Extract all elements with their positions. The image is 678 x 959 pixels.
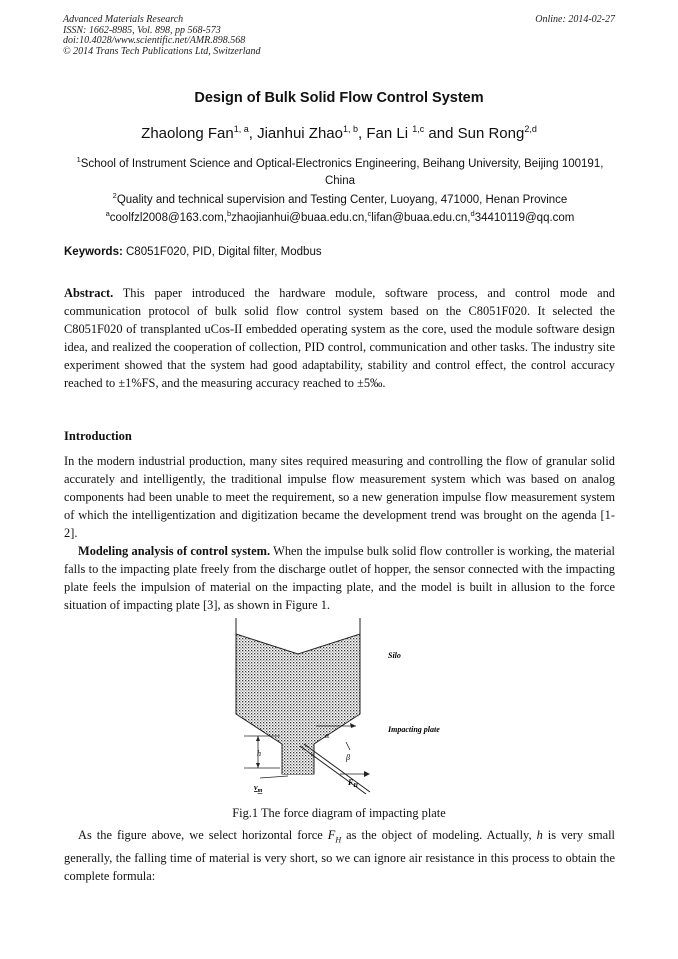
modeling-label: Modeling analysis of control system. xyxy=(78,544,271,558)
silo-body xyxy=(236,634,360,774)
vm-line xyxy=(260,776,288,778)
journal-header xyxy=(63,15,615,57)
h-arrow-up xyxy=(256,736,260,741)
email-sup: d xyxy=(470,209,475,218)
force-diagram xyxy=(230,614,470,804)
affiliation-1 xyxy=(70,151,610,191)
author-separator: , xyxy=(248,125,258,142)
journal-name: Advanced Materials Research xyxy=(63,14,184,25)
author-list xyxy=(0,124,678,142)
journal-doi: doi:10.4028/www.scientific.net/AMR.898.568 xyxy=(63,35,246,46)
author-sup: 1, a xyxy=(233,124,249,134)
author-sup: 1,c xyxy=(412,124,425,134)
silo-label: Silo xyxy=(388,651,401,660)
affiliation-sup: 1 xyxy=(76,155,81,164)
abstract-label: Abstract. xyxy=(64,286,114,300)
affiliation-sup: 2 xyxy=(112,191,117,200)
author-name: Jianhui Zhao xyxy=(257,125,343,142)
keywords-text: C8051F020, PID, Digital filter, Modbus xyxy=(122,246,322,258)
email-sup: b xyxy=(226,209,232,218)
email-line xyxy=(50,205,630,227)
email-text: coolfzl2008@163.com, xyxy=(109,211,227,224)
email-sup: c xyxy=(367,209,372,218)
journal-issn: ISSN: 1662-8985, Vol. 898, pp 568-573 xyxy=(63,24,221,36)
paper-title: Design of Bulk Solid Flow Control System xyxy=(194,90,484,106)
fh-label xyxy=(347,778,358,789)
final-text-2: as the object of modeling. Actually, xyxy=(341,828,537,842)
math-h: h xyxy=(536,828,543,842)
abstract xyxy=(64,284,615,392)
intro-paragraph: In the modern industrial production, many sites required measuring and controlling the flow of granular solid accurately and intelligently, the traditional impulse flow measurement system which was based on analog components had been unable to meet the requirement, so a new generation impulse flow measurement system of which the intelligentization and digitization became the development trend was brought on the agenda [1-2]. xyxy=(64,454,615,540)
email-text: lifan@buaa.edu.cn, xyxy=(371,211,471,224)
keywords xyxy=(64,246,616,258)
author-name: Sun Rong xyxy=(457,125,525,142)
vm-main: v xyxy=(254,783,258,792)
keywords-label: Keywords: xyxy=(64,246,123,258)
final-paragraph xyxy=(64,826,615,885)
h-arrow-down xyxy=(256,763,260,768)
fh-main: F xyxy=(348,778,354,787)
author-and: and xyxy=(424,125,458,142)
author-separator: , xyxy=(358,125,367,142)
vm-sub: m xyxy=(257,788,263,794)
email-text: zhaojianhui@buaa.edu.cn, xyxy=(231,211,368,224)
author-sup: 1, b xyxy=(343,124,359,134)
h-label: h xyxy=(257,749,261,758)
email-sup: a xyxy=(105,209,110,218)
intro-heading: Introduction xyxy=(64,429,132,443)
fh-sub: H xyxy=(353,783,359,789)
author-sup: 2,d xyxy=(524,124,537,134)
affiliation-text: Quality and technical supervision and Testing Center, Luoyang, 471000, Henan Province xyxy=(116,193,568,206)
vm-label xyxy=(254,783,263,794)
journal-copyright: © 2014 Trans Tech Publications Ltd, Switzerland xyxy=(63,45,261,57)
affiliation-text: School of Instrument Science and Optical-Electronics Engineering, Beihang University, Beijing 100191, China xyxy=(80,157,604,188)
online-date: Online: 2014-02-27 xyxy=(535,14,615,25)
modeling-text: When the impulse bulk solid flow controller is working, the material falls to the impacting plate freely from the discharge outlet of hopper, the sensor connected with the impacting plate feels the impulsion of material on the impacting plate, and the model is built in allusion to the force situation of impacting plate [3], as shown in Figure 1. xyxy=(64,544,616,612)
beta-label: β xyxy=(346,753,350,762)
math-f: F xyxy=(327,828,336,842)
alpha-label: α xyxy=(325,731,330,740)
email-text: 34410119@qq.com xyxy=(474,211,575,224)
final-text-3: is very small generally, the falling time of material is very short, so we can ignore air resistance in this process to obtain the complete formula: xyxy=(64,828,615,884)
author-name: Fan Li xyxy=(366,125,413,142)
plate-label: Impacting plate xyxy=(388,725,440,734)
final-text-1: As the figure above, we select horizontal force xyxy=(78,828,328,842)
beta-tick xyxy=(346,742,350,750)
author-name: Zhaolong Fan xyxy=(141,125,234,142)
abstract-text: This paper introduced the hardware module, software process, and control mode and communication protocol of bulk solid flow control system based on the C8051F020. It selected the C8051F020 of transplanted uCos-II embedded operating system as the core, used the module software design idea, and realized the cooperation of collection, PID control, communication and other tasks. The industry site experiment showed that the system had good adaptability, stability and control effect, the control accuracy reached to ±1%FS, and the measuring accuracy reached to ±5‰. xyxy=(64,286,615,390)
math-f-sub: H xyxy=(335,835,342,845)
plate-arrow xyxy=(350,723,356,728)
fh-arrow-head xyxy=(364,771,370,777)
modeling-paragraph xyxy=(64,542,615,614)
figure-caption: Fig.1 The force diagram of impacting plate xyxy=(232,806,446,820)
